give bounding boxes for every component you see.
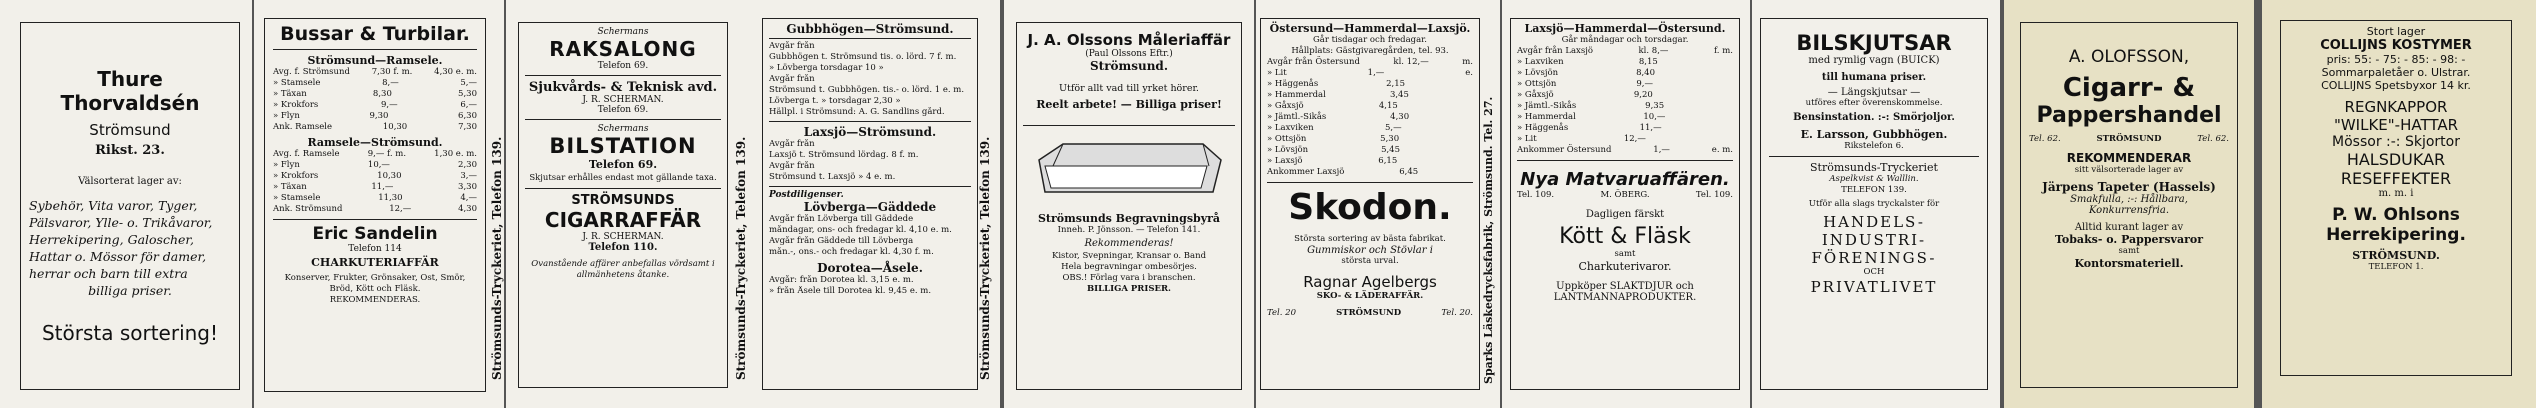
timetable-cell: 11,— [1639, 123, 1662, 133]
ad-frame [2020, 22, 2238, 388]
coffin-illustration [1023, 130, 1235, 208]
timetable [1517, 46, 1733, 156]
text: Charkuterivaror. [1578, 260, 1672, 273]
timetable-line: mån.-, ons.- och fredagar kl. 4,30 f. m. [769, 247, 934, 257]
timetable-row [1267, 79, 1473, 90]
route-heading: Östersund—Hammerdal—Laxsjö. [1269, 22, 1471, 35]
tel: Tel. 109. [1695, 190, 1733, 200]
timetable-cell: Avg. f. Strömsund [273, 67, 350, 77]
shop-name: P. W. Ohlsons [2332, 205, 2460, 225]
timetable [769, 275, 971, 297]
timetable-cell: » Häggenås [1267, 79, 1319, 89]
tel: Tel. 20 [1267, 308, 1296, 318]
shop-name: Herrekipering. [2326, 225, 2466, 245]
page-olsson [1004, 0, 1254, 408]
timetable-cell: 8,40 [1636, 68, 1655, 78]
note: OBS.! Förlag vara i branschen. [1062, 273, 1196, 283]
rec: REKOMMENDERAR [2066, 151, 2192, 165]
dept: Sjukvårds- & Teknisk avd. [528, 80, 718, 95]
tel: Tel. 62. [2029, 134, 2061, 144]
timetable-cell: e. m. [1711, 145, 1733, 155]
timetable-cell: » Laxviken [1517, 57, 1564, 67]
timetable-line: » från Åsele till Dorotea kl. 9,45 e. m. [769, 286, 932, 296]
timetable-cell: 5,45 [1381, 145, 1400, 155]
big-word: OCH [1863, 267, 1885, 277]
big-title: Kött & Fläsk [1559, 224, 1691, 249]
ad-frame [1510, 18, 1740, 390]
timetable-row [1267, 145, 1473, 156]
timetable-row [1267, 156, 1473, 167]
timetable-cell: 7,30 [458, 122, 477, 132]
text: Största sortering av bästa fabrikat. [1294, 234, 1446, 244]
timetable-cell: 6,30 [458, 111, 477, 121]
timetable-cell: » Hammerdal [1267, 90, 1326, 100]
timetable-cell: 3,— [460, 171, 477, 181]
timetable-line: Avgår: från Dorotea kl. 3,15 e. m. [769, 275, 914, 285]
text: pris: 55: - 75: - 85: - 98: - [2326, 53, 2466, 66]
tel-row [2029, 134, 2229, 145]
rec: Rekommenderas! [1084, 238, 1174, 249]
timetable-cell: 7,30 f. m. [371, 67, 413, 77]
timetable-line: Laxsjö t. Strömsund lördag. 8 f. m. [769, 150, 919, 160]
cheap: BILLIGA PRISER. [1087, 284, 1171, 294]
page-bilskjutsar [1752, 0, 2000, 408]
timetable-cell: » Jämtl.-Sikås [1517, 101, 1577, 111]
phone: Telefon 69. [597, 105, 649, 115]
town: STRÖMSUND. [2352, 249, 2440, 262]
big: REGNKAPPOR [2344, 98, 2448, 116]
tel-row [1517, 190, 1733, 201]
timetable-row [1517, 79, 1733, 90]
title: CIGARRAFFÄR [544, 208, 702, 232]
timetable-cell: 9,35 [1645, 101, 1665, 111]
shop-type: SKO- & LÄDERAFFÄR. [1316, 291, 1424, 301]
timetable-cell: » Täxan [273, 182, 307, 192]
timetable-line: Avgår från [769, 139, 815, 149]
intro: Välsorterat lager av: [78, 176, 182, 187]
timetable [769, 139, 971, 183]
printer-vertical: Strömsunds-Tryckeriet, Telefon 139. [490, 136, 504, 380]
slogan: Största sortering! [41, 321, 219, 345]
timetable-line: Avgår från Gäddede till Lövberga [769, 236, 914, 246]
text: Bensinstation. :-: Smörjoljor. [1793, 112, 1955, 123]
timetable-line: Strömsund t. Laxsjö » 4 e. m. [769, 172, 896, 182]
tel: Tel. 109. [1517, 190, 1555, 200]
rec: sitt välsorterade lager av [2074, 165, 2184, 175]
timetable-cell: 1,— [1653, 145, 1670, 155]
timetable-cell: 9,— f. m. [367, 149, 407, 159]
page-timetables [756, 0, 1000, 408]
title: BILSKJUTSAR [1796, 31, 1952, 55]
town: STRÖMSUND [2096, 134, 2162, 144]
timetable-row [1517, 68, 1733, 79]
phone: Rikstelefon 6. [1844, 141, 1904, 151]
timetable-line: » Lövberga torsdagar 10 » [769, 63, 884, 73]
text: Sommarpaletåer o. Ulstrar. [2321, 66, 2471, 79]
text: samt [1614, 249, 1636, 259]
text: m. m. i [2378, 188, 2414, 199]
text: Stort lager [2366, 25, 2426, 38]
route-heading: Laxsjö—Hammerdal—Östersund. [1524, 22, 1726, 35]
timetable-line: Hällpl. i Strömsund: A. G. Sandlins gård. [769, 107, 945, 117]
footer [1267, 308, 1473, 319]
phone: Telefon 110. [588, 242, 658, 253]
timetable [769, 214, 971, 258]
timetable-row [1267, 90, 1473, 101]
timetable-row [273, 67, 477, 78]
timetable-cell: » Flyn [273, 111, 300, 121]
ad-frame [20, 22, 240, 390]
timetable-cell: 2,15 [1386, 79, 1406, 89]
timetable-cell: 9,— [381, 100, 398, 110]
timetable-row [273, 182, 477, 193]
page-ohlson [2262, 0, 2536, 408]
shop-name: Thure Thorvaldsén [60, 67, 200, 115]
timetable [769, 41, 971, 118]
tel: Tel. 62. [2197, 134, 2229, 144]
timetable-cell: 3,30 [458, 182, 477, 192]
timetable-row [1517, 46, 1733, 57]
page-thorvaldsen [0, 0, 252, 408]
route-heading: Strömsund—Ramsele. [307, 54, 443, 67]
tel: Tel. 20. [1441, 308, 1473, 318]
page-olofsson [2004, 0, 2254, 408]
timetable-cell: 4,— [460, 193, 477, 203]
timetable-cell: 9,20 [1633, 90, 1653, 100]
owner: Inneh. P. Jönsson. — Telefon 141. [1057, 225, 1201, 235]
big-word: INDUSTRI- [1821, 231, 1927, 249]
ad-frame [264, 18, 486, 392]
timetable-cell: » Häggenås [1517, 123, 1569, 133]
timetable-row [1517, 134, 1733, 145]
timetable-cell: 4,30 [458, 204, 477, 214]
route-heading: Lövberga—Gäddede [803, 200, 937, 214]
title: BILSTATION [549, 134, 697, 158]
owner: J. R. SCHERMAN. [582, 232, 664, 242]
goods-list [29, 197, 231, 299]
timetable-cell: 5,— [460, 78, 477, 88]
shop-type: CHARKUTERIAFFÄR [311, 256, 439, 269]
timetable-row [1267, 112, 1473, 123]
timetable-row [273, 204, 477, 215]
text: — Längskjutsar — [1827, 87, 1921, 98]
timetable-line: Strömsund t. Gubbhögen. tis.- o. lörd. 1 e. m. [769, 85, 965, 95]
timetable-row [273, 171, 477, 182]
title: STRÖMSUNDS [571, 193, 675, 208]
timetable-cell: 8,15 [1638, 57, 1658, 67]
shop-rec: REKOMMENDERAS. [329, 295, 421, 305]
phone: Telefon 69. [588, 158, 658, 171]
timetable-row [273, 100, 477, 111]
page-skodon [1256, 0, 1500, 408]
note: Ovanstående affärer anbefallas vördsamt i allmänhetens åtanke. [531, 259, 715, 280]
timetable-line: Avgår från [769, 41, 815, 51]
timetable-cell: 12,— [389, 204, 412, 214]
timetable-row [273, 160, 477, 171]
timetable-cell: » Hammerdal [1517, 112, 1576, 122]
timetable-row [273, 149, 477, 160]
town: STRÖMSUND [1336, 308, 1402, 318]
text: samt [2118, 246, 2140, 256]
big: Mössor :-: Skjortor [2332, 134, 2460, 150]
title: Bussar & Turbilar. [280, 23, 470, 45]
timetable-cell: e. [1465, 68, 1473, 78]
timetable-cell: 1,30 e. m. [434, 149, 477, 159]
page-matvaru [1502, 0, 1750, 408]
timetable-cell: » Gåxsjö [1267, 101, 1304, 111]
printer-vertical: Strömsunds-Tryckeriet, Telefon 139. [978, 136, 992, 380]
timetable-cell: 5,— [1384, 123, 1402, 133]
big-word: PRIVATLIVET [1810, 278, 1938, 296]
text: Dagligen färskt [1585, 209, 1665, 220]
timetable-line: Avgår från [769, 74, 815, 84]
timetable-line: Lövberga t. » torsdagar 2,30 » [769, 96, 901, 106]
timetable-cell: 6,— [460, 100, 477, 110]
timetable-cell: » Lit [1517, 134, 1537, 144]
timetable-cell: kl. 12,— [1393, 57, 1429, 67]
timetable-cell: » Laxviken [1267, 123, 1314, 133]
printer: Utför alla slags tryckalster för [1808, 199, 1940, 209]
route-heading: Gubbhögen—Strömsund. [786, 22, 954, 36]
timetable-cell: 12,— [1623, 134, 1646, 144]
big-word: FÖRENINGS- [1811, 249, 1937, 267]
timetable-cell: Avg. f. Ramsele [273, 149, 340, 159]
timetable-cell: 11,30 [378, 193, 403, 203]
timetable-cell: » Flyn [273, 160, 300, 170]
text: Utför allt vad till yrket hörer. [1059, 83, 1199, 94]
text: utföres efter överenskommelse. [1805, 98, 1943, 108]
pre: Schermans [597, 27, 649, 37]
printer-vertical: Sparks Läskedrycksfabrik, Strömsund. Tel. 27. [1482, 96, 1495, 384]
timetable-row [1267, 57, 1473, 68]
timetable-cell: » Ottsjön [1517, 79, 1557, 89]
phone: Telefon 69. [597, 61, 649, 71]
timetable-cell: f. m. [1713, 46, 1733, 56]
timetable-row [1267, 123, 1473, 134]
shop-name: Ragnar Agelbergs [1303, 273, 1437, 291]
goods: Kistor, Svepningar, Kransar o. Band [1051, 251, 1207, 261]
page-bussar [254, 0, 504, 408]
timetable-row [1517, 57, 1733, 68]
timetable [273, 149, 477, 215]
timetable-cell: 4,30 [1390, 112, 1410, 122]
big-word: HANDELS- [1823, 213, 1925, 231]
timetable-cell: Avgår från Laxsjö [1517, 46, 1593, 56]
timetable-cell: » Krokfors [273, 100, 319, 110]
title: RAKSALONG [549, 37, 697, 61]
timetable-cell: » Lövsjön [1517, 68, 1559, 78]
text: Gummiskor och Stövlar i [1307, 245, 1433, 256]
timetable-cell: » Lit [1267, 68, 1287, 78]
timetable-row [1517, 90, 1733, 101]
timetable-row [273, 122, 477, 133]
phone: Rikst. 23. [95, 143, 165, 158]
bureau-name: Strömsunds Begravningsbyrå [1037, 212, 1221, 225]
timetable-cell: Ank. Strömsund [273, 204, 343, 214]
text: Uppköper SLAKTDJUR och [1556, 281, 1694, 292]
ad-frame [518, 22, 728, 388]
timetable-cell: » Täxan [273, 89, 307, 99]
timetable-row [273, 78, 477, 89]
phone: TELEFON 1. [2368, 262, 2424, 272]
title: J. A. Olssons Måleriaffär [1027, 31, 1231, 49]
sub: Går tisdagar och fredagar. [1312, 35, 1428, 45]
sub: med rymlig vagn (BUICK) [1808, 55, 1940, 66]
timetable-cell: » Jämtl.-Sikås [1267, 112, 1327, 122]
timetable-line: Avgår från Lövberga till Gäddede [769, 214, 914, 224]
timetable-cell: 5,30 [458, 89, 477, 99]
timetable-cell: » Krokfors [273, 171, 319, 181]
goods: Hela begravningar ombesörjes. [1061, 262, 1197, 272]
text: största urval. [1341, 256, 1399, 266]
timetable-cell: 8,— [382, 78, 399, 88]
route-heading: Dorotea—Åsele. [817, 261, 923, 275]
timetable-line: måndagar, ons- och fredagar kl. 4,10 e. m. [769, 225, 952, 235]
goods-line: Hattar o. Mössor för damer, [29, 249, 207, 264]
ad-frame [1016, 22, 1242, 390]
printer-vertical: Strömsunds-Tryckeriet, Telefon 139. [734, 136, 748, 380]
timetable [1267, 57, 1473, 178]
timetable-cell: » Gåxsjö [1517, 90, 1554, 100]
text: COLLIJNS KOSTYMER [2320, 38, 2472, 53]
goods-line: billiga priser. [88, 283, 172, 298]
timetable-row [1517, 145, 1733, 156]
timetable-line: Gubbhögen t. Strömsund tis. o. lörd. 7 f. m. [769, 52, 957, 62]
timetable-row [273, 111, 477, 122]
text: Alltid kurant lager av [2074, 222, 2184, 233]
timetable-row [1267, 167, 1473, 178]
title: Cigarr- & [2062, 73, 2196, 103]
timetable-cell: 6,15 [1378, 156, 1398, 166]
timetable-row [1517, 101, 1733, 112]
timetable-row [273, 193, 477, 204]
note: Skjutsar erhålles endast mot gällande taxa. [529, 173, 717, 183]
owner: M. ÖBERG. [1600, 190, 1650, 200]
timetable-row [1517, 112, 1733, 123]
sub: till humana priser. [1821, 72, 1927, 83]
text: LANTMANNAPRODUKTER. [1553, 292, 1697, 303]
big: "WILKE"-HATTAR [2333, 116, 2459, 134]
big: RESEFFEKTER [2340, 169, 2452, 188]
timetable-cell: 2,30 [458, 160, 477, 170]
timetable-cell: kl. 8,— [1638, 46, 1669, 56]
printer: Aspelkvist & Walllin. [1829, 174, 1919, 184]
town: Strömsund [89, 121, 171, 139]
timetable-row [1267, 101, 1473, 112]
name: A. OLOFSSON, [2068, 47, 2190, 67]
goods-line: Sybehör, Vita varor, Tyger, [29, 198, 198, 213]
ad-frame [2280, 20, 2512, 376]
printer: TELEFON 139. [1841, 185, 1907, 195]
timetable-cell: 4,15 [1378, 101, 1398, 111]
goods-line: herrar och barn till extra [29, 266, 188, 281]
brand: Järpens Tapeter (Hassels) [2042, 180, 2216, 194]
timetable-cell: 10,30 [382, 122, 408, 132]
timetable-cell: » Stamsele [273, 193, 321, 203]
shop-name: Eric Sandelin [312, 224, 438, 244]
timetable-cell: 10,— [1643, 112, 1666, 122]
timetable-row [1517, 123, 1733, 134]
timetable-cell: Ank. Ramsele [273, 122, 333, 132]
text: Kontorsmateriell. [2074, 257, 2184, 270]
stop: Hållplats: Gästgivaregården, tel. 93. [1291, 46, 1449, 56]
timetable-cell: » Ottsjön [1267, 134, 1307, 144]
ad-frame [1260, 18, 1480, 390]
brand: Smakfulla, :-: Hållbara, [2070, 194, 2188, 205]
shop-phone: Telefon 114 [348, 244, 402, 254]
title: Nya Matvaruaffären. [1520, 169, 1730, 190]
shop-goods: Konserver, Frukter, Grönsaker, Ost, Smör, Bröd, Kött och Fläsk. [284, 273, 466, 294]
title: Pappershandel [2036, 103, 2222, 128]
timetable-cell: » Laxsjö [1267, 156, 1303, 166]
ad-frame [762, 18, 978, 390]
timetable-row [1267, 68, 1473, 79]
text: Tobaks- o. Pappersvaror [2054, 233, 2203, 246]
big: HALSDUKAR [2346, 150, 2446, 169]
sub: (Paul Olssons Eftr.) [1085, 49, 1173, 59]
page-scherman [506, 0, 756, 408]
goods-line: Pälsvaror, Ylle- o. Trikåvaror, [29, 215, 213, 230]
ad-frame [1760, 18, 1988, 390]
printer: Strömsunds-Tryckeriet [1810, 161, 1938, 174]
timetable-row [1267, 134, 1473, 145]
timetable-cell: » Stamsele [273, 78, 321, 88]
timetable-cell: m. [1462, 57, 1473, 67]
goods-line: Herrekipering, Galoscher, [29, 232, 194, 247]
timetable-cell: 1,— [1367, 68, 1385, 78]
owner: J. R. SCHERMAN. [582, 95, 664, 105]
text: COLLIJNS Spetsbyxor 14 kr. [2321, 79, 2471, 92]
timetable-cell: 3,45 [1389, 90, 1409, 100]
route-heading: Ramsele—Strömsund. [307, 136, 443, 149]
big-title: Skodon. [1288, 187, 1452, 228]
timetable-row [273, 89, 477, 100]
timetable-line: Avgår från [769, 161, 815, 171]
pre: Schermans [597, 124, 649, 134]
timetable-cell: 8,30 [372, 89, 392, 99]
sub: Går måndagar och torsdagar. [1561, 35, 1689, 45]
text: Reelt arbete! — Billiga priser! [1036, 98, 1222, 111]
timetable-cell: 9,— [1636, 79, 1653, 89]
timetable-cell: 6,45 [1399, 167, 1419, 177]
timetable [273, 67, 477, 133]
timetable-cell: Ankommer Östersund [1517, 145, 1612, 155]
timetable-cell: 10,— [367, 160, 390, 170]
town: Strömsund. [1089, 59, 1168, 73]
route-heading: Laxsjö—Strömsund. [803, 125, 937, 139]
timetable-cell: 5,30 [1380, 134, 1400, 144]
owner: E. Larsson, Gubbhögen. [1800, 128, 1948, 141]
timetable-cell: 10,30 [377, 171, 402, 181]
timetable-cell: Avgår från Östersund [1267, 57, 1360, 67]
timetable-cell: 4,30 e. m. [434, 67, 477, 77]
timetable-cell: Ankommer Laxsjö [1267, 167, 1345, 177]
brand: Konkurrensfria. [2088, 205, 2170, 216]
timetable-cell: 11,— [371, 182, 394, 192]
section-heading: Postdiligenser. [769, 190, 844, 200]
timetable-cell: 9,30 [369, 111, 389, 121]
timetable-cell: » Lövsjön [1267, 145, 1309, 155]
